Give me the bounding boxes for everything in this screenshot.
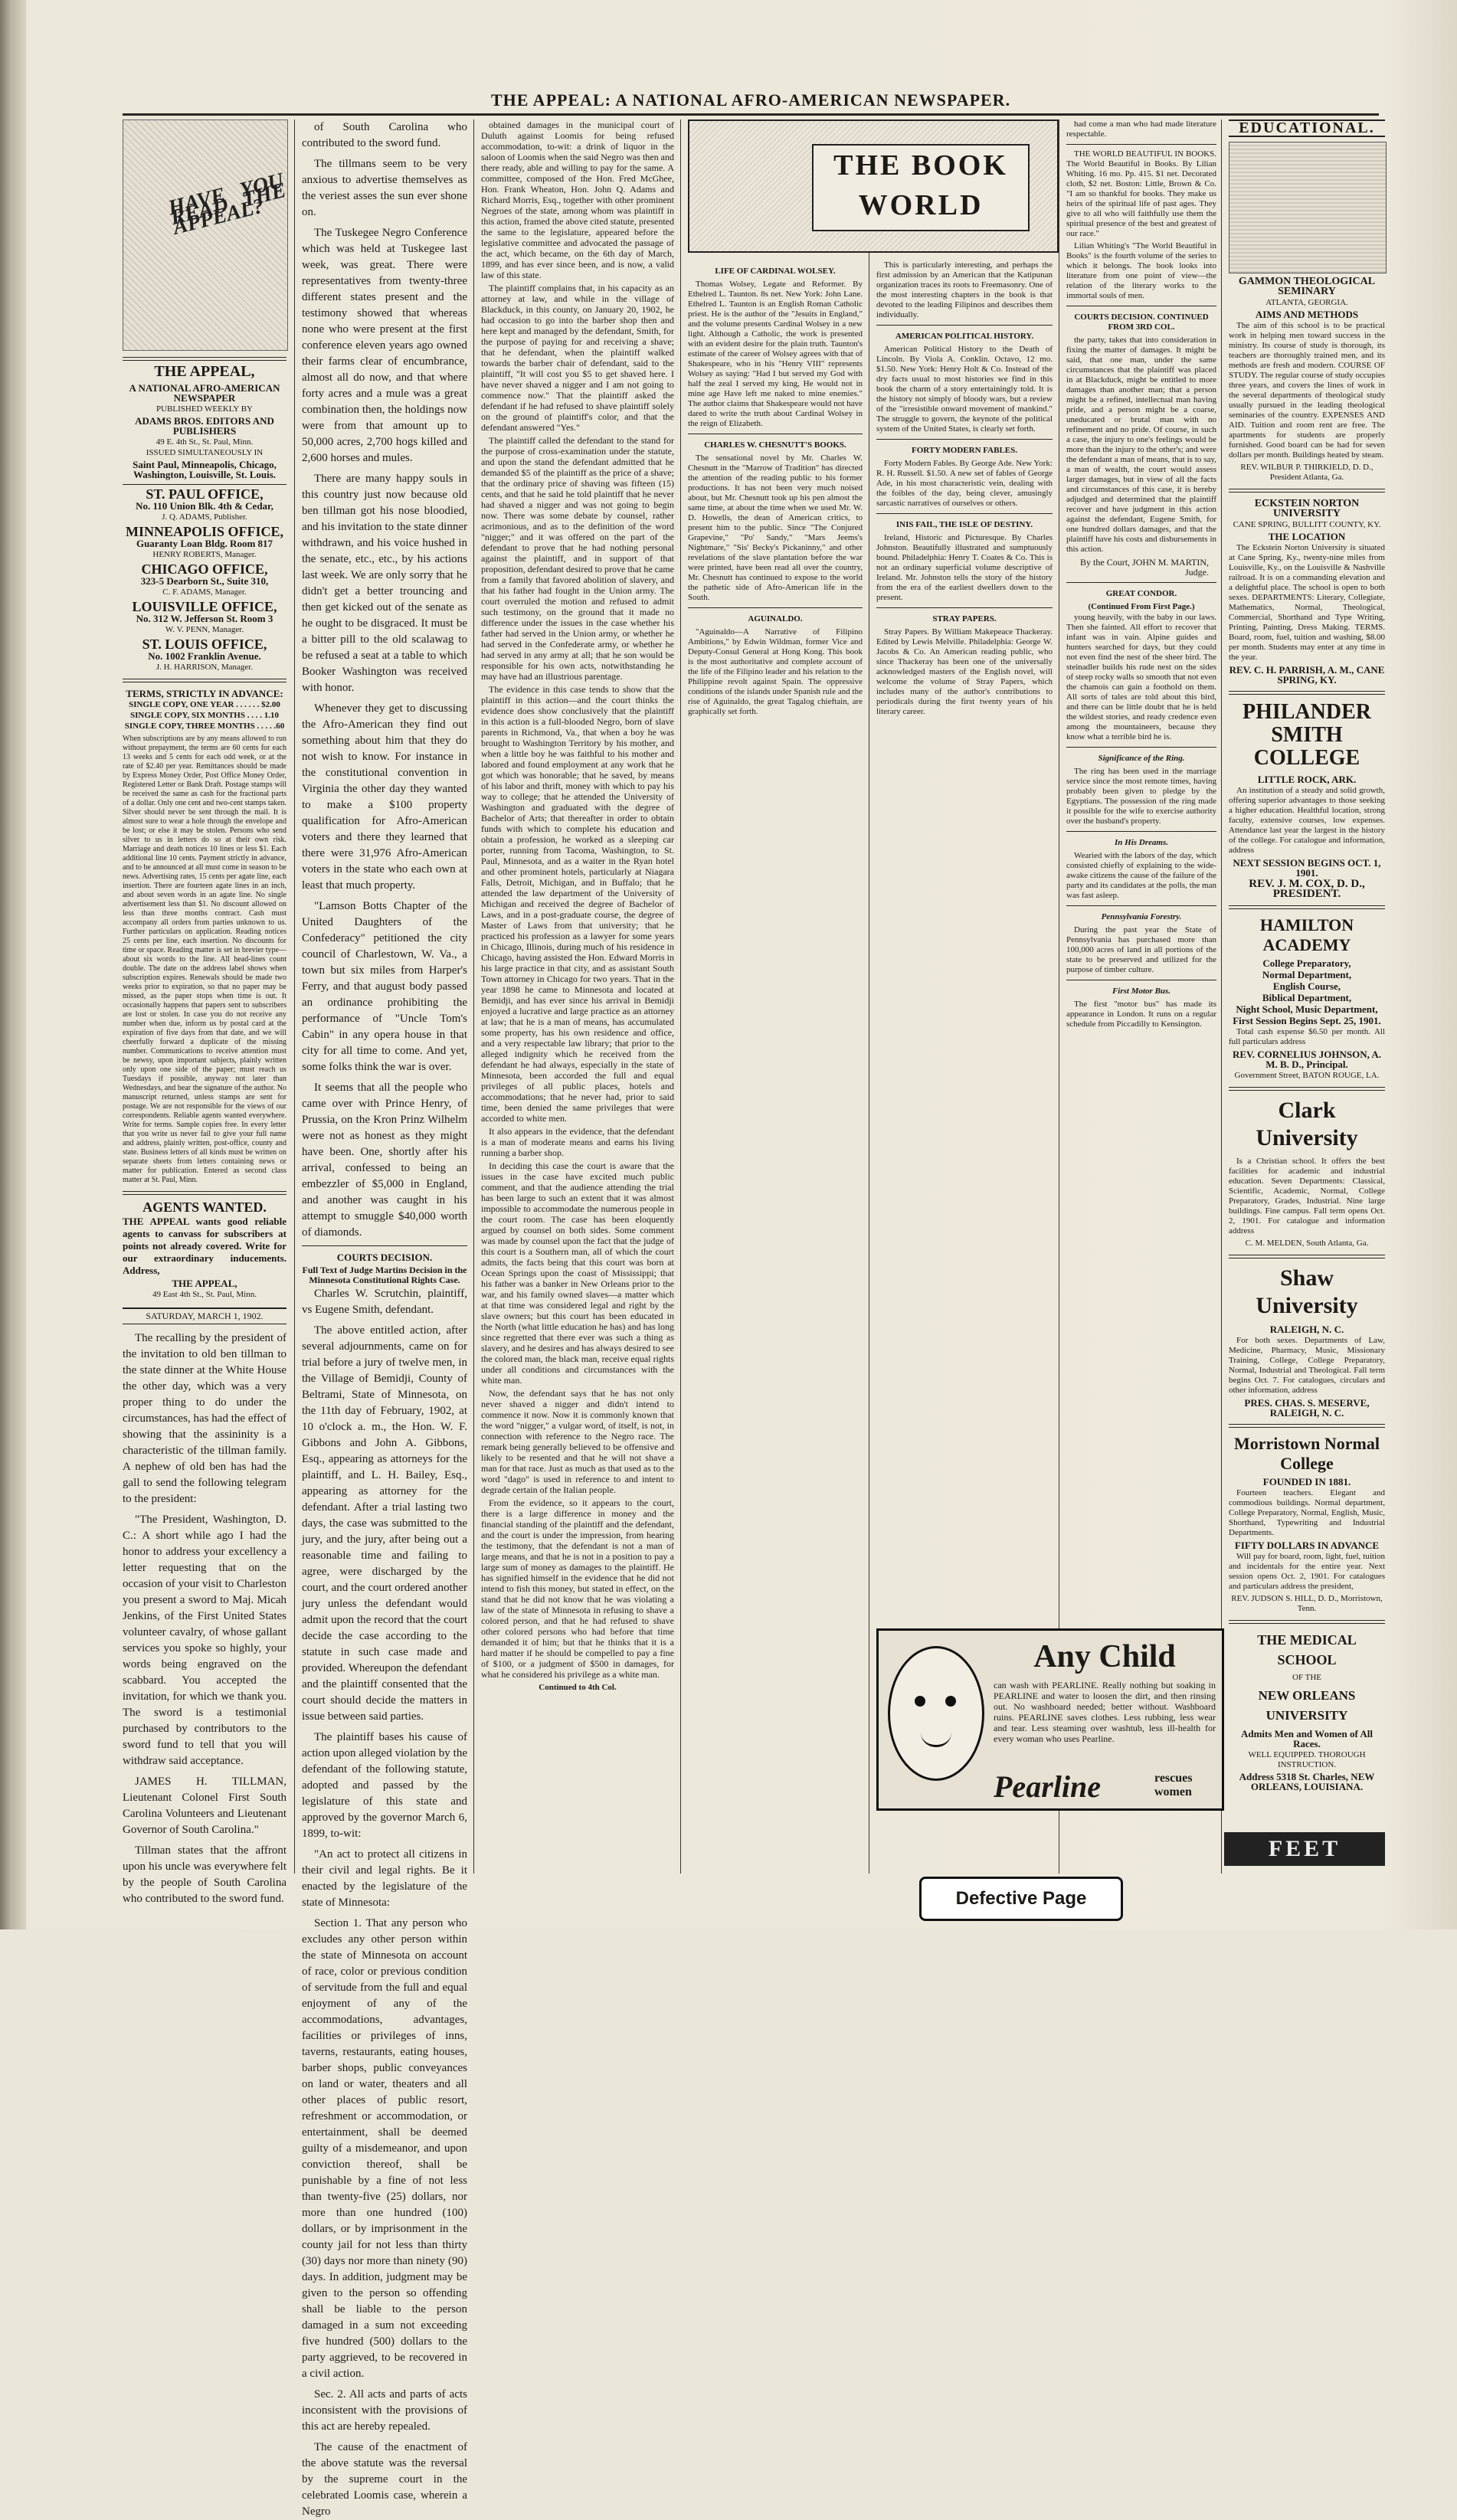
medical-name: NEW ORLEANS UNIVERSITY — [1258, 1688, 1356, 1723]
column-6 — [1066, 119, 1216, 1874]
publishers: ADAMS BROS. EDITORS AND PUBLISHERS — [135, 415, 274, 437]
hamilton-line: English Course, — [1272, 980, 1341, 992]
ad-text: The aim of this school is to be practical work in helping men toward success in the ministry. Its course of study is thorough, its teachers are thoroughly trained men, and its methods are fresh and modern. COURSE OF STUDY. The regular course of study occupies three years, and covers the lines of work in the several departments of theological study usually pursued in the leading theological seminaries of the country. EXPENSES AND AID. Tuition and room rent are free. The apartments for students are properly furnished. Good board can be had for seven dollars per month. Buildings heated by steam. — [1229, 321, 1385, 460]
article-paragraph: Whenever they get to discussing the Afro-American they find out something about him that they do not wish to know. For instance in the constitutional convention in Virginia the other day they wanted to make a $100 property qualification for Afro-American voters and there they learned that there were 31,976 Afro-American voters in the state who each own at least that much property. — [302, 702, 467, 892]
rule — [1066, 905, 1216, 906]
office-3: LOUISVILLE OFFICE, No. 312 W. Jefferson St. Room 3 W. V. PENN, Manager. — [132, 599, 277, 634]
article-paragraph: Tillman states that the affront upon his uncle was everywhere felt by the people of South Carolina who contributed to the sword fund. — [123, 1844, 286, 1905]
article-paragraph: The Tuskegee Negro Conference which was held at Tuskegee last week, was great. There were representatives from twenty-three different states present and the testimony showed that whereas none who were present at the first conference eleven years ago owned their farms clear of encumbrance, almost all do now, and that where forty acres and a mule was a great combination then, the holdings now were from that amount up to 50,000 acres, 2,700 hogs killed and 2,600 horses and mules. — [302, 227, 467, 464]
note-text: The ring has been used in the marriage service since the most remote times, having probably been given to pledge by the Egyptians. The possession of the ring made it possible for the wife to exercise authority over the husband's property. — [1066, 767, 1216, 826]
review-heading: LIFE OF CARDINAL WOLSEY. — [715, 267, 836, 276]
hamilton-principal: REV. CORNELIUS JOHNSON, A. M. B. D., Principal. — [1232, 1049, 1382, 1070]
hamilton-line: College Preparatory, — [1262, 957, 1351, 969]
office-1: MINNEAPOLIS OFFICE, Guaranty Loan Bldg. Room 817 HENRY ROBERTS, Manager. — [125, 524, 283, 559]
decision-paragraph: "An act to protect all citizens in their civil and legal rights. Be it enacted by the legislature of the state of Minnesota: — [302, 1848, 467, 1909]
shaw-place: RALEIGH, N. C. — [1269, 1324, 1344, 1335]
decision-paragraph: Section 1. That any person who excludes any other person within the state of Minnesota on account of race, color or previous condition of servitude from the full and equal enjoyment of any of the accommodations, advantages, facilities or privileges of inns, taverns, restaurants, eating houses, barber shops, public conveyances on land or water, theaters and all other places of public resort, refreshment or accommodation, or entertainment, shall be deemed guilty of a misdemeanor, and upon conviction thereof, shall be punishable by a fine of not less than twenty-five (25) dollars, nor more than one hundred (100) dollars, or by imprisonment in the county jail for not less than thirty (30) days nor more than ninety (90) days. In addition, judgment may be given to the person so offending shall be liable to the person damaged in a sum not exceeding five hundred (500) dollars to the party aggrieved, to be recovered in a civil action. — [302, 1917, 467, 2380]
pearline-headline: Any Child — [1033, 1639, 1176, 1674]
book-world-title: THE BOOK WORLD — [812, 144, 1030, 231]
column-rule — [680, 119, 681, 1874]
decision-paragraph: The plaintiff bases his cause of action upon alleged violation by the defendant of the following statute, adopted and passed by the legislature of this state and approved by the governor March 6, 1899, to-wit: — [302, 1731, 467, 1840]
column-3 — [481, 119, 674, 1874]
rule — [123, 357, 286, 361]
decision-paragraph: Now, the defendant says that he has not only never shaved a nigger and didn't intend to commence it now. Now it is commonly known that the word "nigger," a vulgar word, of itself, is not, in connection with reference to the Negro race. The remark being generally believed to be offensive and likely to be resented and that he will not shave a man for that race. Just as much as that used as to the word "dago" is used in reference to and intent to degrade certain of the Italian people. — [481, 1388, 674, 1495]
decision-continued-heading: COURTS DECISION. CONTINUED FROM 3RD COL. — [1074, 313, 1209, 332]
note-text: Wearied with the labors of the day, which consisted chiefly of explaining to the wide-awake citizens the cause of the failure of the party and its candidates at the polls, the man was fast asleep. — [1066, 851, 1216, 900]
article-paragraph: THE WORLD BEAUTIFUL IN BOOKS. The World Beautiful in Books. By Lilian Whiting. 16 mo. Pp. 415. $1 net. Decorated cloth, $2 net. Boston: Little, Brown & Co. "I am so thankful for books. They make us heirs of the spiritual life of past ages. They give to all who will faithfully use them the spiritual presence of the best and greatest of our race." — [1066, 149, 1216, 238]
philander-session: NEXT SESSION BEGINS OCT. 1, 1901. — [1233, 857, 1381, 879]
dateline: SATURDAY, MARCH 1, 1902. — [123, 1307, 286, 1324]
note-heading: First Motor Bus. — [1112, 987, 1171, 996]
hamilton-name: HAMILTON ACADEMY — [1259, 915, 1354, 954]
condor-heading: GREAT CONDOR. — [1105, 589, 1177, 598]
decision-paragraph: In deciding this case the court is aware that the issues in the case have excited much public comment, and that the audience attending the trial has been large to such an extent that it was almost impossible to accommodate the numerous people in the court room. The case has been eloquently argued by counsel on both sides. Some comment was made by counsel upon the fact that the judge of this court is a Southern man, all of which the court admits, the facts being that this court was born at Ocean Springs upon the coast of Mississippi; that his father was a banker in New Orleans prior to the war, and his family owned slaves—a matter which at that time was considered legal and right by the slave owners; but this court has been educated in the North (what little education he has) and has long since regretted that there ever was such a thing as slavery, and he desires and has always desired to see the colored man, the black man, receive equal rights under all conditions and circumstances with the white man. — [481, 1160, 674, 1386]
note-heading: Pennsylvania Forestry. — [1101, 912, 1182, 921]
note-text: During the past year the State of Pennsylvania has purchased more than 100,000 acres of land in all portions of the state to be preserved and utilized for the purpose of timber culture. — [1066, 925, 1216, 974]
read-the-appeal-illustration — [123, 119, 288, 351]
rule — [1066, 831, 1216, 832]
ad-name: GAMMON THEOLOGICAL SEMINARY — [1238, 276, 1376, 297]
decision-paragraph: From the evidence, so it appears to the court, there is a large difference in money and the financial standing of the plaintiff and the defendant, and the court is under the impression, from hearing the testimony, that the defendant is not a man of large means, and that he is not in a position to pay a large sum of money as damages to the plaintiff. He has signified himself in the evidence that he did not intend to fish this money, but stated in effect, on the stand that he did not know that he was violating a law of the state of Minnesota in refusing to shave a colored person, and that he had refused to shave other colored persons who had before that time demanded it of him; but that he thinks that it is a hard matter if he should be compelled to pay a fine of $100, or a judgment of $500 in damages, for what he considered his privilege as a white man. — [481, 1497, 674, 1680]
philander-place: LITTLE ROCK, ARK. — [1257, 774, 1357, 785]
column-rule — [1221, 119, 1222, 1874]
agents-text: THE APPEAL wants good reliable agents to canvass for subscribers at points not already covered. Write for our extraordinary inducements. Address, — [123, 1216, 286, 1276]
publisher-address: 49 E. 4th St., St. Paul, Minn. — [156, 437, 254, 447]
office-4: ST. LOUIS OFFICE, No. 1002 Franklin Avenue. J. H. HARRISON, Manager. — [142, 637, 267, 672]
rule — [1066, 582, 1216, 583]
terms-line: SINGLE COPY, SIX MONTHS . . . . 1.10 — [130, 711, 279, 720]
article-paragraph: There are many happy souls in this country just now because old ben tillman got his nose bloodied, and his invitation to the state dinner withdrawn, and his voice hushed in the senate, etc., etc., by his actions last week. We are only sorry that he didn't get a better trouncing and then get kicked out of the senate as he ought to be disgraced. It must be a bitter pill to the old scalawag to be refused a seat at a table to which Booker Washington was received with honor. — [302, 473, 467, 694]
rule — [1229, 489, 1385, 493]
morristown-president: REV. JUDSON S. HILL, D. D., Morristown, Tenn. — [1231, 1594, 1383, 1613]
ad-subheading: AIMS AND METHODS — [1255, 309, 1359, 320]
ad-president: REV. WILBUR P. THIRKIELD, D. D., President Atlanta, Ga. — [1240, 463, 1374, 482]
decision-subheading: Full Text of Judge Martins Decision in the Minnesota Constitutional Rights Case. — [302, 1265, 467, 1285]
ad-text: The Eckstein Norton University is situated at Cane Spring, Ky., twenty-nine miles from Louisville, Ky., on the Louisville & Nashville railroad. It is on a commanding elevation and a delightful place. The school is open to both sexes. DEPARTMENTS: Literary, Collegiate, Mathematics, Normal, Theological, Commercial, Shorthand and Type Writing, Printing, Painting, Dress Making. TERMS. Board, room, fuel, tuition and washing, $8.00 per month. Students may enter at any time in the year. — [1229, 543, 1385, 662]
morristown-founded: FOUNDED IN 1881. — [1262, 1476, 1351, 1487]
clark-name: Clark University — [1256, 1098, 1358, 1150]
gammon-seminary-illustration — [1229, 142, 1387, 273]
note-heading: Significance of the Ring. — [1098, 754, 1185, 763]
decision-paragraph: The evidence in this case tends to show that the plaintiff in this action—and the court thinks the evidence does show conclusively that the plaintiff in this action is a full-blooded Negro, born of slave parents in Richmond, Va., that when a boy he was brought to Washington Territory by his mother, and when a little boy he was faithful to his mother and labored and found employment at any work that he got which was honorable; that he saved, by means of his labor and thrift, money with which to pay his way to college; that he attended the University of Washington and graduated with the degree of Bachelor of Arts; that thereafter in order to obtain funds with which to complete his education and obtain a profession, he worked as a sleeping car porter, running from Tacoma, Washington, to St. Paul, Minnesota, and as a waiter in the Ryan hotel and other prominent hotels, particularly at Niagara Falls, Detroit, Michigan, and in Buffalo; that he attended the law department of the University of Michigan and received the degree of Bachelor of Laws, and in a post-graduate course, the degree of Master of Laws from that university; that he practiced his profession as a lawyer for some years in Chicago, Illinois, during much of his residence in Chicago, having assisted the Hon. Edward Morris in his large practice in that city, and as assistant South Town attorney in Chicago for two years. That in the year 1898 he came to Minnesota and located at Bemidji, and has ever since his arrival in Bemidji enjoyed a lucrative and large practice as an attorney at law; that he is a man of means, has accumulated some property, has his own residence and office, and a very respectable law library; that prior to the alleged indignity which he received from the defendant he had always, especially in the state of Minnesota, been accorded the full and equal privileges of all public places, hotels and accommodations; that he never had, prior to said time, been denied the same privileges that were accorded to white men. — [481, 684, 674, 1124]
ad-place: CANE SPRING, BULLITT COUNTY, KY. — [1233, 520, 1381, 529]
feet-ad: FEET — [1224, 1832, 1385, 1866]
review-heading: AGUINALDO. — [748, 614, 803, 623]
clark-president: C. M. MELDEN, South Atlanta, Ga. — [1245, 1239, 1369, 1248]
rule — [876, 439, 1053, 440]
paper-subtitle: A NATIONAL AFRO-AMERICAN NEWSPAPER — [129, 382, 280, 404]
continued-note: Continued to 4th Col. — [539, 1683, 617, 1692]
agents-signature: THE APPEAL, — [172, 1278, 237, 1289]
article-paragraph: Lilian Whiting's "The World Beautiful in Books" is the fourth volume of the series to which it belongs. The book looks into literature from one point of view—the relation of the literary works to the immortal souls of men. — [1066, 241, 1216, 300]
rule — [688, 607, 863, 608]
article-paragraph: "The President, Washington, D. C.: A short while ago I had the honor to address your excellency a letter requesting that on the occasion of your visit to Charleston you present a sword to Maj. Micah Jenkins, of the First United States volunteer cavalry, of whose gallant services you spoke so highly, your words being engraved on the scabbard. You accepted the invitation, for which we thank you. The sword is a testimonial purchased by contributors to the sword fund to tell that you will withdraw said acceptance. — [123, 1514, 286, 1767]
terms-heading: TERMS, STRICTLY IN ADVANCE: — [126, 688, 283, 699]
decision-paragraph: It also appears in the evidence, that the defendant is a man of moderate means and earns his living running a barber shop. — [481, 1126, 674, 1158]
ad-president: REV. C. H. PARRISH, A. M., CANE SPRING, KY. — [1229, 664, 1385, 686]
column-rule — [294, 119, 295, 1874]
shaw-president: PRES. CHAS. S. MESERVE, RALEIGH, N. C. — [1244, 1397, 1370, 1419]
rule — [1229, 691, 1385, 695]
hamilton-text: Total cash expense $6.50 per month. All full particulars address — [1229, 1027, 1385, 1046]
medical-well: WELL EQUIPPED. THOROUGH INSTRUCTION. — [1248, 1750, 1366, 1769]
rule — [876, 607, 1053, 608]
review-text: Thomas Wolsey, Legate and Reformer. By Ethelred L. Taunton. 8s net. New York: John Lane. Ethelred L. Taunton is an English Roman Catholic priest. He is the author of the "Jesuits in England," and the volume presents Cardinal Wolsey in a new light. Although a Catholic, the work is presented with an evident desire for the plain truth. Taunton's estimate of the career of Wolsey agrees with that of Shakespeare, who in his "Henry VIII" represents Wolsey as saying: "Had I but served my God with half the zeal I served my king, He would not in mine age Have left me naked to mine enemies." The author claims that Shakespeare would not have dared to write the truth about Cardinal Wolsey in the reign of Elizabeth. — [688, 280, 863, 428]
philander-name: PHILANDER SMITH COLLEGE — [1242, 700, 1371, 770]
page-binding — [0, 0, 26, 1929]
medical-sub: Admits Men and Women of All Races. — [1240, 1728, 1374, 1749]
paper-title: THE APPEAL, — [154, 363, 255, 380]
column-4 — [688, 260, 863, 1616]
eye-icon — [915, 1696, 925, 1707]
review-text: Ireland, Historic and Picturesque. By Charles Johnston. Beautifully illustrated and sumptuously bound. Philadelphia: Henry T. Coates & Co. This is not an ordinary superficial volume descriptive of Ireland. Mr. Johnston tells the story of the history from the era of the earliest dwellers down to the present. — [876, 533, 1053, 602]
column-1 — [123, 119, 289, 1905]
review-text: Stray Papers. By William Makepeace Thackeray. Edited by Lewis Melville. Philadelphia: George W. Jacobs & Co. An American reading public, who since Thackeray has been one of the universally acknowledged masters of the English novel, will welcome the volume of Stray Papers, which includes many of the author's contributions to periodicals during the first twenty years of his literary career. — [876, 627, 1053, 716]
medical-address: Address 5318 St. Charles, NEW ORLEANS, LOUISIANA. — [1239, 1771, 1375, 1792]
note-heading: In His Dreams. — [1115, 838, 1168, 847]
eye-icon — [945, 1696, 956, 1707]
review-text: Forty Modern Fables. By George Ade. New York: R. H. Russell. $1.50. A new set of fables of George Ade, in his most characteristic vein, dealing with the foibles of the day, being clever, amusingly sarcastic narratives of ourselves or others. — [876, 459, 1053, 508]
morristown-name: Morristown Normal College — [1233, 1434, 1380, 1473]
article-paragraph: JAMES H. TILLMAN, Lieutenant Colonel First South Carolina Volunteers and Lieutenant Governor of South Carolina." — [123, 1775, 286, 1836]
column-7 — [1229, 119, 1385, 1874]
decision-paragraph: The cause of the enactment of the above statute was the reversal by the supreme court in the celebrated Loomis case, wherein a Negro — [302, 2441, 467, 2518]
office-2: CHICAGO OFFICE, 323-5 Dearborn St., Suite 310, C. F. ADAMS, Manager. — [140, 561, 269, 597]
review-text: The sensational novel by Mr. Charles W. Chesnutt in the "Marrow of Tradition" has directed the attention of the reading public to his former productions. It has not been very much noised about, but Mr. Chesnutt took up his pen almost the same time, at about the time when we used Mr. W. D. Howells, the dean of American critics, to present him to the public. Since "The Conjured Grapevine," "Po' Sandy," "Mars Jeems's Nightmare," "Sis' Becky's Pickaninny," and other revelations of the slave plantation before the war were printed, have been read all over the country, Mr. Chesnutt has continued to expose to the world the pathetic side of Afro-American life in the South. — [688, 453, 863, 602]
illustration-caption: HAVE YOU READ THE APPEAL? — [165, 169, 289, 240]
rule — [876, 325, 1053, 326]
morristown-price: FIFTY DOLLARS IN ADVANCE — [1234, 1540, 1380, 1551]
decision-paragraph: the party, takes that into consideration in fixing the matter of damages. It might be said, that one man, under the same circumstances that the plaintiff was placed in at Blackduck, might be entitled to more damages than another man; that a person might be a refined, intellectual man having pride, and a person might be a coarse, uneducated or brutal man with no refinement and no pride. Of course, in such a case, the injury to one's feelings would be more than the injury to the other's; and were the defendant a man of means, that is to say, a man of wealth, the court would assess larger damages, but in view of all the facts and circumstances of this case, it is hereby adjudged and determined that the plaintiff recover and have judgment in this action against the defendant, Eugene Smith, for one hundred dollars damages, and that the plaintiff have his costs and disbursements in this action. — [1066, 335, 1216, 554]
rule — [123, 1191, 286, 1195]
hamilton-line: Night School, Music Department, — [1236, 1003, 1378, 1015]
column-2 — [302, 119, 467, 2518]
decision-paragraph: Sec. 2. All acts and parts of acts inconsistent with the provisions of this act are hereby repealed. — [302, 2388, 467, 2433]
column-rule — [473, 119, 474, 1874]
decision-heading: COURTS DECISION. — [336, 1252, 433, 1263]
rule — [876, 513, 1053, 514]
medical-heading: THE MEDICAL SCHOOL — [1257, 1632, 1357, 1667]
pearline-text: can wash with PEARLINE. Really nothing but soaking in PEARLINE and water to loosen the dirt, and then rinsing out. No washboard needed; better without. Washboard ruins. PEARLINE saves clothes. Less rubbing, less wear and tear. Less steaming over washtub, less ill-health for every woman who uses Pearline. — [994, 1680, 1216, 1744]
rule — [123, 484, 286, 485]
morristown-text: Will pay for board, room, light, fuel, tuition and incidentals for the entire year. Next session opens Oct. 2, 1901. For catalogues and particulars address the president, — [1229, 1552, 1385, 1591]
pearline-brand: Pearline — [994, 1769, 1101, 1804]
pearline-ad — [876, 1628, 1224, 1811]
rule — [302, 1245, 467, 1246]
mouth-icon — [921, 1733, 951, 1747]
shaw-text: For both sexes. Departments of Law, Medicine, Pharmacy, Music, Missionary Training, College, College Preparatory, Normal, Industrial and Theological. Fall term begins Oct. 7. For catalogues, circulars and other information, address — [1229, 1336, 1385, 1395]
rule — [1066, 747, 1216, 748]
review-heading: AMERICAN POLITICAL HISTORY. — [895, 332, 1034, 341]
philander-text: An institution of a steady and solid growth, offering superior advantages to those seeking a higher education. Healthful location, strong faculty, extensive courses, low expenses. Attendance last year the largest in the history of the college. For catalogue and information, address — [1229, 786, 1385, 855]
issued-cities: Saint Paul, Minneapolis, Chicago, Washington, Louisville, St. Louis. — [133, 459, 277, 480]
rule — [1229, 905, 1385, 909]
rule — [123, 679, 286, 682]
review-heading: FORTY MODERN FABLES. — [911, 446, 1018, 455]
review-text: "Aguinaldo—A Narrative of Filipino Ambitions," by Edwin Wildman, former Vice and Deputy-Consul General at Hong Kong. This book is the most authoritative and complete account of the life of the Filipino leader and his relation to the Philippine revolt against Spain. The oppressive conditions of the islands under Spanish rule and the rise of Aguinaldo, the great Tagalog chieftain, are graphically set forth. — [688, 627, 863, 716]
article-paragraph: It seems that all the people who came over with Prince Henry, of Prussia, on the Kron Prinz Wilhelm were not as honest as they might have been. One, shortly after his arrival, confessed to being an embezzler of $5,000 in England, and another was caught in his attempt to smuggle $40,000 worth of diamonds. — [302, 1082, 467, 1239]
hamilton-place: Government Street, BATON ROUGE, LA. — [1234, 1071, 1380, 1080]
decision-signature: By the Court, JOHN M. MARTIN, Judge. — [1080, 557, 1209, 578]
ad-place: ATLANTA, GEORGIA. — [1265, 298, 1348, 307]
review-text: This is particularly interesting, and perhaps the first admission by an American that the Katipunan organization traces its roots to Freemasonry. One of the most interesting chapters in the book is that devoted to the leading Filipinos and describes them individually. — [876, 260, 1053, 319]
agents-address: 49 East 4th St., St. Paul, Minn. — [152, 1290, 257, 1299]
condor-text: young heavily, with the baby in our laws. Then she fainted. All effort to recover that infant was in vain. Alpine guides and hunters searched for days, but they could not even find the nest of the sheer bird. The steinadler builds his rude nest on the sides of steep rocky walls so smooth that not even the chamois can gain a foothold on them. All sorts of tales are told about this bird, and there can be little doubt that he is held the wildest stories, and ready credence even among the mountaineers, because they know what a terrible bird he is. — [1066, 613, 1216, 741]
article-paragraph: had come a man who had made literature respectable. — [1066, 119, 1216, 139]
rule — [1066, 144, 1216, 145]
issued-label: ISSUED SIMULTANEOUSLY IN — [146, 448, 264, 457]
masthead-rule — [123, 113, 1379, 116]
masthead: THE APPEAL: A NATIONAL AFRO-AMERICAN NEWSPAPER. — [490, 90, 1011, 110]
defective-page-label: Defective Page — [919, 1877, 1123, 1921]
rule — [1229, 1620, 1385, 1624]
hamilton-line: Normal Department, — [1262, 969, 1352, 980]
medical-of: OF THE — [1292, 1673, 1321, 1682]
terms-text: When subscriptions are by any means allowed to run without prepayment, the terms are 60 cents for each 13 weeks and 5 cents for each odd week, or at the rate of $2.40 per year. Remittances should be made by Express Money Order, Post Office Money Order, Registered Letter or Bank Draft. Postage stamps will be received the same as cash for the fractional parts of a dollar. Only one cent and two-cent stamps taken. Silver should never be sent through the mail. It is almost sure to wear a hole through the envelope and be lost; or else it may be stolen. Persons who send silver to us in letters do so at their own risk. Marriage and death notices 10 lines or less $1. Each additional line 10 cents. Payment strictly in advance, and to be announced at all must come in season to be news. Advertising rates, 15 cents per agate line, each insertion. There are fourteen agate lines in an inch, and about seven words in an agate line. No single advertisement less than $1. No discount allowed on less than three months contract. Cash must accompany all orders from parties unknown to us. Further particulars on application. Reading notices 25 cents per line, each insertion. No discounts for time or space. Reading matter is set in brevier type—about six words to the line. All head-lines count double. The date on the address label shows when subscription expires. Renewals should be made two weeks prior to expiration, so that no paper may be missed, as the paper stops when time is out. It occasionally happens that papers sent to subscribers are lost or stolen. In case you do not receive any number when due, inform us by postal card at the expiration of five days from that date, and we will cheerfully forward a duplicate of the missing number. Communications to receive attention must be newsy, upon important subjects, plainly written only upon one side of the paper; must reach us Tuesdays if possible, anyway not later than Wednesdays, and bear the signature of the author. No manuscript returned, unless stamps are sent for postage. We are not responsible for the views of our correspondents. Reliable agents wanted everywhere. Write for terms. Sample copies free. In every letter that you write us never fail to give your full name and address, plainly written, post-office, county and state. Business letters of all kinds must be written on separate sheets from letters containing news or matter for publication. Entered as second class matter at St. Paul, Minn. — [123, 735, 286, 1184]
note-text: The first "motor bus" has made its appearance in London. It runs on a regular schedule from Piccadilly to Kensington. — [1066, 1000, 1216, 1029]
clark-text: Is a Christian school. It offers the best facilities for academic and industrial education. Seven Departments: Classical, Scientific, Academic, Normal, College Preparatory, Grades, Industrial. Nine large buildings. Fine campus. Fall term opens Oct. 2, 1901. For catalogue and information address — [1229, 1157, 1385, 1235]
article-paragraph: "Lamson Botts Chapter of the United Daughters of the Confederacy" petitioned the city council of Charlestown, W. Va., a town but six miles from Harper's Ferry, and that august body passed an ordinance prohibiting the performance of "Uncle Tom's Cabin" in any opera house in that city for all time to come. And yet, some folks think the war is over. — [302, 900, 467, 1073]
review-heading: INIS FAIL, THE ISLE OF DESTINY. — [895, 520, 1033, 529]
rule — [1229, 1255, 1385, 1258]
morristown-text: Fourteen teachers. Elegant and commodious buildings. Normal department, College Preparatory, Normal, English, Music, Shorthand, Typewriting and Industrial Departments. — [1229, 1488, 1385, 1537]
agents-heading: AGENTS WANTED. — [142, 1199, 267, 1215]
book-world-banner — [688, 119, 1056, 273]
rule — [1229, 1087, 1385, 1091]
office-0: ST. PAUL OFFICE, No. 110 Union Blk. 4th & Cedar, J. Q. ADAMS, Publisher. — [136, 486, 273, 522]
review-text: American Political History to the Death of Lincoln. By Viola A. Conklin. Octavo, 12 mo. $1.50. New York: Henry Holt & Co. Instead of the dry facts usual to most histories we find in this book the charm of a story entertainingly told. It is the history not simply of bloody wars, but a review of the "irresistible onward movement of mankind." The struggle to govern, the keynote of the political system of the United States, is clearly set forth. — [876, 345, 1053, 434]
published-by: PUBLISHED WEEKLY BY — [156, 404, 253, 414]
ad-subheading: THE LOCATION — [1268, 531, 1346, 542]
article-paragraph: The recalling by the president of the invitation to old ben tillman to the state dinner at the White House the other day, which was a very proper thing to do under the circumstances, has had the effect of showing that the assininity is a characteristic of the tillman family. A nephew of old ben has had the gall to send the following telegram to the president: — [123, 1332, 286, 1505]
column-5 — [876, 260, 1053, 1616]
educational-heading: EDUCATIONAL. — [1229, 119, 1385, 137]
decision-paragraph: obtained damages in the municipal court of Duluth against Loomis for being refused accommodation, to-wit: a drink of liquor in the saloon of Loomis when the said Negro was then and there ready, able and willing to pay for the same. A committee, composed of the Hon. Fred McGhee, Hon. Frank Wheaton, Hon. John Q. Adams and Richard Morris, Esq., together with other prominent Negroes of the state, among whom was plaintiff in this action, framed the above cited statute, presented the same to the legislature, appeared before the legislative committee and advocated the passage of the act, which became, on the 6th day of March, 1899, and has ever since been, and is now, a valid law of this state. — [481, 119, 674, 280]
review-heading: STRAY PAPERS. — [932, 614, 997, 623]
article-paragraph: of South Carolina who contributed to the sword fund. — [302, 121, 467, 149]
book-world-illustration — [688, 119, 1059, 253]
review-heading: CHARLES W. CHESNUTT'S BOOKS. — [704, 440, 846, 450]
decision-paragraph: Charles W. Scrutchin, plaintiff, vs Eugene Smith, defendant. — [302, 1288, 467, 1316]
terms-line: SINGLE COPY, ONE YEAR . . . . . . $2.00 — [129, 700, 280, 709]
decision-paragraph: The above entitled action, after several adjournments, came on for trial before a jury of twelve men, in the Village of Bemidji, County of Beltrami, State of Minnesota, on the 11th day of February, 1902, at 10 o'clock a. m., the Hon. W. F. Gibbons and John A. Gibbons, Esq., appearing as attorneys for the plaintiff, and L. H. Bailey, Esq., appearing as attorney for the defendant. After a trial lasting two days, the case was submitted to the jury, and the jury, after being out a reasonable time and failing to agree, were discharged by the court, and the court ordered another jury unless the defendant would admit upon the record that the court decide the case according to the statute in such case made and provided. Whereupon the defendant and the plaintiff consented that the court should decide the matters in issue between said parties. — [302, 1324, 467, 1723]
condor-subheading: (Continued From First Page.) — [1088, 602, 1195, 611]
rule — [1229, 1424, 1385, 1428]
hamilton-line: First Session Begins Sept. 25, 1901. — [1233, 1015, 1381, 1026]
terms-line: SINGLE COPY, THREE MONTHS . . . . .60 — [124, 722, 285, 731]
decision-paragraph: The plaintiff called the defendant to the stand for the purpose of cross-examination under the statute, and upon the stand the defendant admitted that he demanded $5 of the plaintiff as the price of a shave; that the ordinary price of shaving was fifteen (15) cents, and that he said he told plaintiff that he never had shaved a nigger and was not going to begin now. There was some debate by counsel, rather acrimonious, and as to the definition of the word "nigger;" and it was offered on the part of the defendant to prove that he had nothing personal against the plaintiff, and in support of that proposition, defendant desired to prove that he came from a family that favored abolition of slavery, and that his father had fought in the Union army. The court overruled the motion and refused to admit such testimony, on the ground that it made no difference under the issues in the case whether his father had served in the Union army, or whether he had served in the Confederate army, or whether he had served in any army at all; that he son would be responsible for his own acts, notwithstanding he may have had an illustrious parentage. — [481, 435, 674, 682]
decision-paragraph: The plaintiff complains that, in his capacity as an attorney at law, and while in the village of Blackduck, in this county, on January 20, 1902, he had occasion to go into the barber shop then and here kept and managed by the defendant, Smith, for the purpose of paying for and receiving a shave; that he defendant, when the plaintiff walked towards the barber chair of defendant, said to the plaintiff, "It will cost you $5 to get shaved here. I have never shaved a nigger and I am not going to commence now." That the plaintiff asked the defendant if he had refused to shave plaintiff solely on the ground of plaintiff's color, and that the defendant answered "Yes." — [481, 283, 674, 433]
hamilton-line: Biblical Department, — [1262, 992, 1352, 1003]
article-paragraph: The tillmans seem to be very anxious to advertise themselves as the veriest asses the sun ever shone on. — [302, 158, 467, 218]
shaw-name: Shaw University — [1256, 1265, 1358, 1318]
philander-president: REV. J. M. COX, D. D., PRESIDENT. — [1249, 878, 1365, 900]
pearline-tagline: rescues women — [1154, 1772, 1193, 1798]
child-face-illustration — [888, 1646, 984, 1781]
ad-name: ECKSTEIN NORTON UNIVERSITY — [1254, 498, 1360, 519]
